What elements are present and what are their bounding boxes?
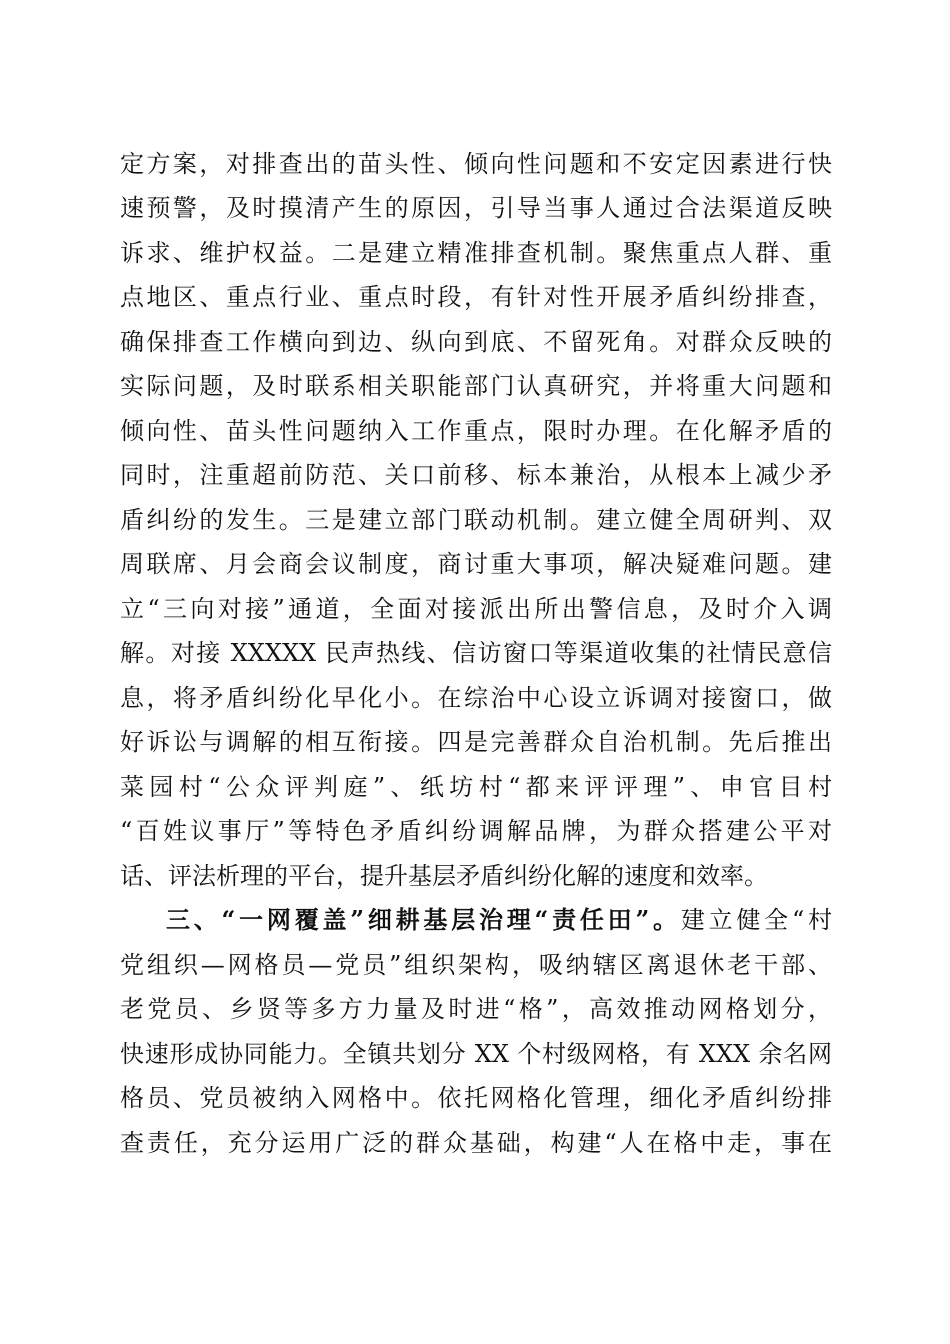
paragraph-line: 菜园村“公众评判庭”、纸坊村“都来评评理”、申官目村 <box>120 773 832 801</box>
paragraph-line: 倾向性、苗头性问题纳入工作重点，限时办理。在化解矛盾的 <box>120 417 832 445</box>
paragraph-line: “百姓议事厅”等特色矛盾纠纷调解品牌，为群众搭建公平对 <box>120 817 832 845</box>
section-3-first-line-text: 建立健全“村 <box>680 906 832 934</box>
section-3-heading: 三、“一网覆盖”细耕基层治理“责任田”。 <box>166 905 681 934</box>
paragraph-line-last: 话、评法析理的平台，提升基层矛盾纠纷化解的速度和效率。 <box>120 862 768 890</box>
paragraph-line: 点地区、重点行业、重点时段，有针对性开展矛盾纠纷排查， <box>120 283 832 311</box>
paragraph-line: 定方案，对排查出的苗头性、倾向性问题和不安定因素进行快 <box>120 150 832 178</box>
paragraph-line: 同时，注重超前防范、关口前移、标本兼治，从根本上减少矛 <box>120 461 832 489</box>
paragraph-line: 格员、党员被纳入网格中。依托网格化管理，细化矛盾纠纷排 <box>120 1084 832 1112</box>
paragraph-line: 好诉讼与调解的相互衔接。四是完善群众自治机制。先后推出 <box>120 728 832 756</box>
paragraph-line: 立“三向对接”通道，全面对接派出所出警信息，及时介入调 <box>120 595 832 623</box>
paragraph-line: 党组织—网格员—党员”组织架构，吸纳辖区离退休老干部、 <box>120 951 832 979</box>
paragraph-line: 速预警，及时摸清产生的原因，引导当事人通过合法渠道反映 <box>120 194 832 222</box>
paragraph-line: 诉求、维护权益。二是建立精准排查机制。聚焦重点人群、重 <box>120 239 832 267</box>
paragraph-line: 盾纠纷的发生。三是建立部门联动机制。建立健全周研判、双 <box>120 506 832 534</box>
paragraph-line: 解。对接 XXXXX 民声热线、信访窗口等渠道收集的社情民意信 <box>120 639 832 667</box>
paragraph-line: 实际问题，及时联系相关职能部门认真研究，并将重大问题和 <box>120 372 832 400</box>
paragraph-line: 确保排查工作横向到边、纵向到底、不留死角。对群众反映的 <box>120 328 832 356</box>
paragraph-line: 查责任，充分运用广泛的群众基础，构建“人在格中走，事在 <box>120 1129 832 1157</box>
paragraph-line: 周联席、月会商会议制度，商讨重大事项，解决疑难问题。建 <box>120 550 832 578</box>
paragraph-line: 老党员、乡贤等多方力量及时进“格”，高效推动网格划分， <box>120 995 832 1023</box>
paragraph-line: 息，将矛盾纠纷化早化小。在综治中心设立诉调对接窗口，做 <box>120 684 832 712</box>
paragraph-line: 快速形成协同能力。全镇共划分 XX 个村级网格，有 XXX 余名网 <box>120 1040 832 1068</box>
section-3-first-line <box>166 903 832 937</box>
